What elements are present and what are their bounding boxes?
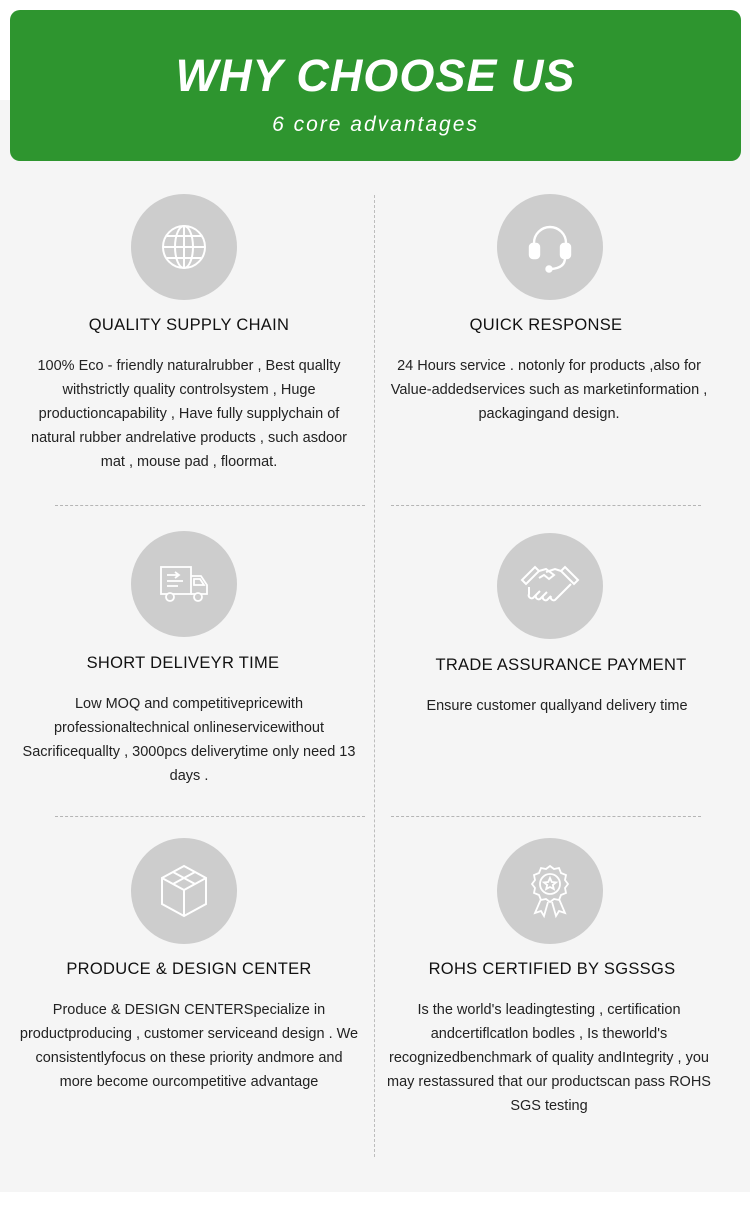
feature-icon-circle <box>497 533 603 639</box>
globe-icon <box>159 222 209 272</box>
feature-title: QUICK RESPONSE <box>469 316 623 334</box>
feature-description: Low MOQ and competitivepricewith professionaltechnical onlineservicewithout Sacrificequallty , 3000pcs deliverytime only need 13 days . <box>22 696 356 784</box>
row-divider <box>391 505 701 506</box>
headset-icon <box>523 220 577 274</box>
feature-icon-circle <box>497 194 603 300</box>
feature-icon-circle <box>131 838 237 944</box>
row-divider <box>391 816 701 817</box>
page-subtitle: 6 core advantages <box>272 113 479 136</box>
feature-description: 24 Hours service . notonly for products ,also for Value-addedservices such as marketinformation , packagingand design. <box>390 358 708 422</box>
row-divider <box>55 816 365 817</box>
feature-description: Ensure customer quallyand delivery time <box>426 698 688 714</box>
feature-description: Produce & DESIGN CENTERSpecialize in productproducing , customer serviceand design . We consistentlyfocus on these priority andmore and more become ourcompetitive advantage <box>19 1002 359 1090</box>
feature-title: QUALITY SUPPLY CHAIN <box>88 316 290 334</box>
handshake-icon <box>519 560 581 612</box>
feature-icon-circle <box>131 194 237 300</box>
delivery-truck-icon <box>158 562 210 606</box>
header-banner <box>10 10 741 161</box>
column-divider <box>374 195 375 1157</box>
feature-title: SHORT DELIVEYR TIME <box>86 654 280 672</box>
feature-title: TRADE ASSURANCE PAYMENT <box>435 656 687 674</box>
feature-title: ROHS CERTIFIED BY SGSSGS <box>428 960 676 978</box>
feature-title: PRODUCE & DESIGN CENTER <box>66 960 312 978</box>
page-title: WHY CHOOSE US <box>175 50 576 101</box>
feature-icon-circle <box>497 838 603 944</box>
award-badge-icon <box>528 863 572 919</box>
row-divider <box>55 505 365 506</box>
cube-icon <box>158 863 210 919</box>
feature-description: Is the world's leadingtesting , certification andcertiflcatlon bodles , Is theworld's recognizedbenchmark of quality andIntegrity , you may restassured that our productscan pass ROHS SGS testing <box>387 1002 711 1114</box>
feature-icon-circle <box>131 531 237 637</box>
feature-description: 100% Eco - friendly naturalrubber , Best quallty withstrictly quality controlsystem , Huge productioncapability , Have fully supplychain of natural rubber andrelative products , such asdoor mat , mouse pad , floormat. <box>31 358 347 470</box>
